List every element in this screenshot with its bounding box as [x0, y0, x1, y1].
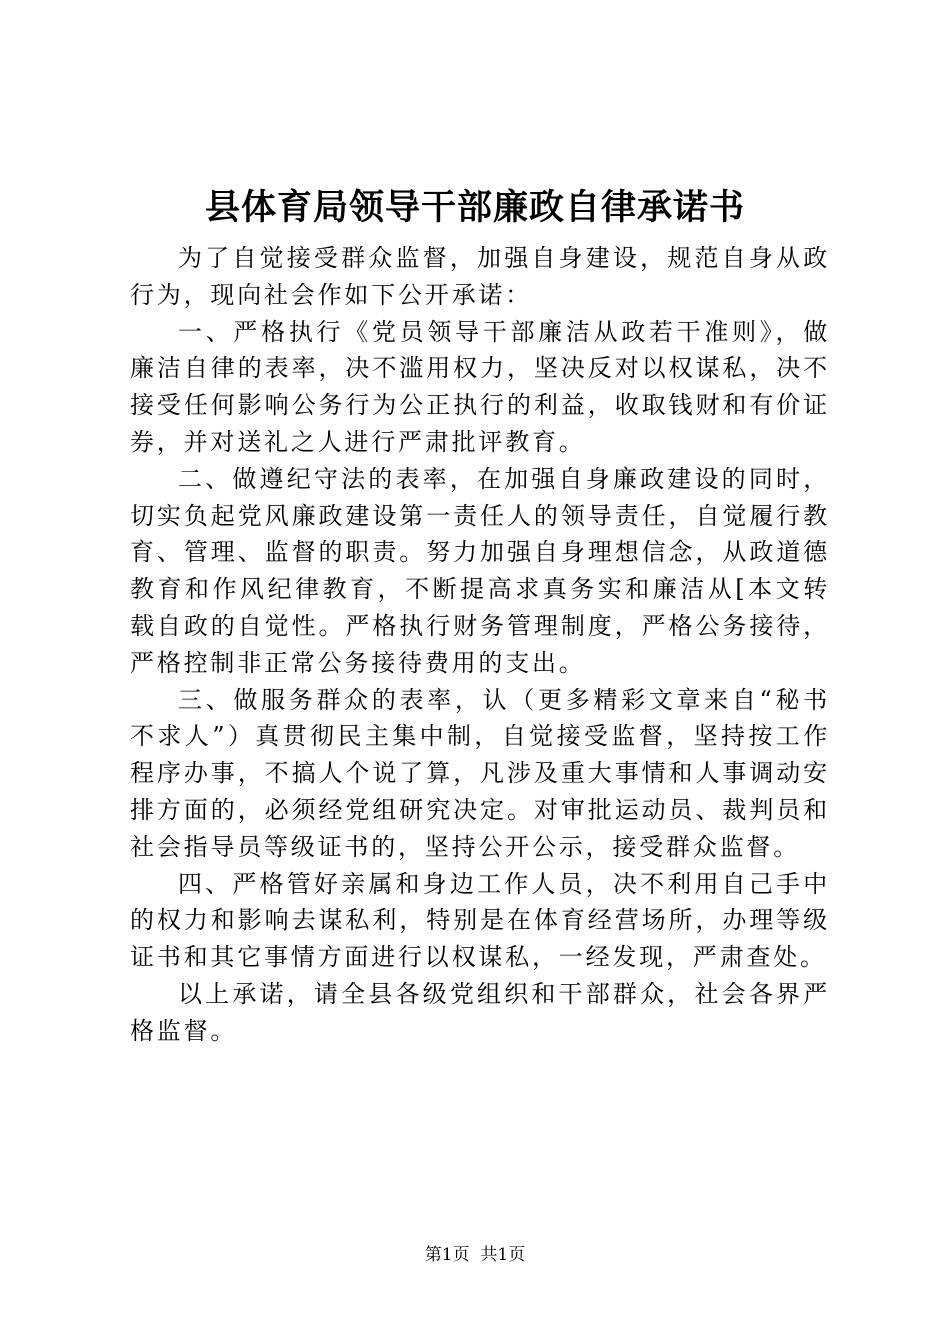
page-total: 共1页 [480, 1245, 526, 1265]
page-number: 第1页 [424, 1245, 470, 1265]
document-title: 县体育局领导干部廉政自律承诺书 [204, 187, 745, 228]
paragraph-item-4: 四、严格管好亲属和身边工作人员，决不利用自己手中的权力和影响去谋私利，特别是在体育经营场所，办理等级证书和其它事情方面进行以权谋私，一经发现，严肃查处。 [130, 869, 830, 972]
paragraph-item-2: 二、做遵纪守法的表率，在加强自身廉政建设的同时，切实负起党风廉政建设第一责任人的领导责任，自觉履行教育、管理、监督的职责。努力加强自身理想信念，从政道德教育和作风纪律教育，不断提高求真务实和廉洁从[本文转载自政的自觉性。严格执行财务管理制度，严格公务接待，严格控制非正常公务接待费用的支出。 [130, 464, 830, 677]
page-footer [0, 1243, 950, 1267]
paragraph-item-3: 三、做服务群众的表率，认（更多精彩文章来自“秘书不求人”）真贯彻民主集中制，自觉接受监督，坚持按工作程序办事，不搞人个说了算，凡涉及重大事情和人事调动安排方面的，必须经党组研究决定。对审批运动员、裁判员和社会指导员等级证书的，坚持公开公示，接受群众监督。 [130, 685, 830, 861]
footer-spacer [470, 1245, 481, 1265]
paragraph-intro: 为了自觉接受群众监督，加强自身建设，规范自身从政行为，现向社会作如下公开承诺： [130, 244, 830, 309]
paragraph-item-1: 一、严格执行《党员领导干部廉洁从政若干准则》，做廉洁自律的表率，决不滥用权力，坚决反对以权谋私，决不接受任何影响公务行为公正执行的利益，收取钱财和有价证券，并对送礼之人进行严肃批评教育。 [130, 317, 830, 456]
paragraph-closing: 以上承诺，请全县各级党组织和干部群众，社会各界严格监督。 [130, 979, 830, 1045]
document-body [130, 240, 830, 1050]
